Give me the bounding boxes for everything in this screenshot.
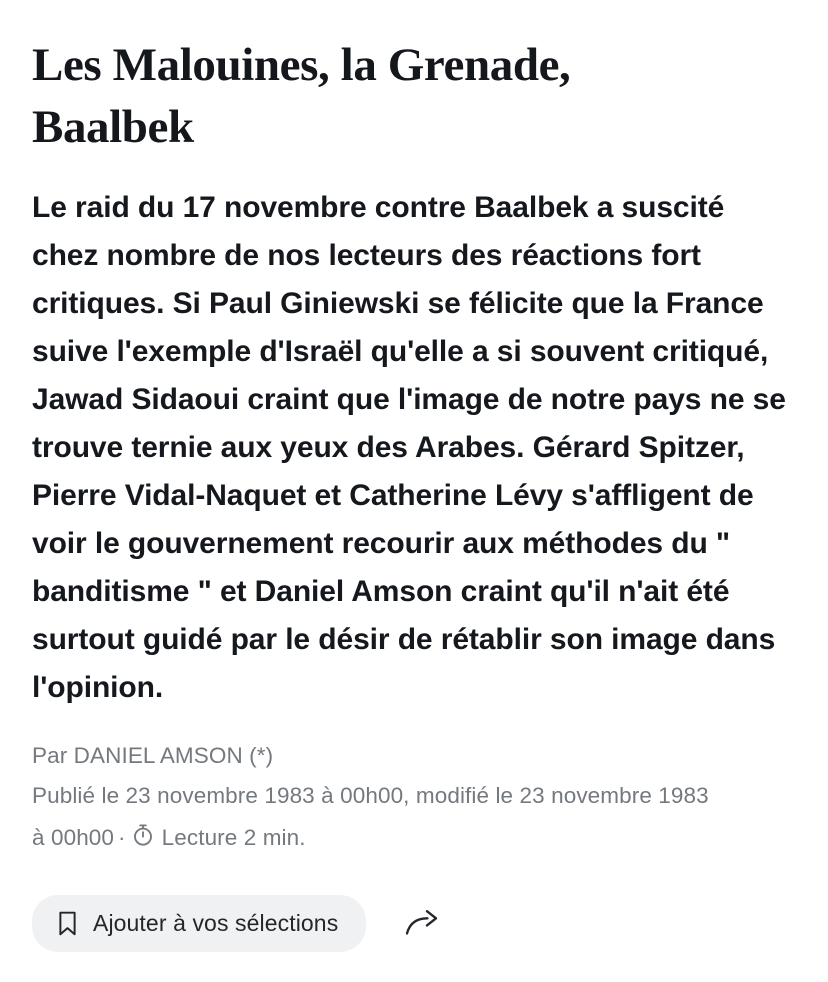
publication-date: Publié le 23 novembre 1983 à 00h00, modifié le 23 novembre 1983 à 00h00 [32, 782, 709, 850]
reading-time [130, 825, 306, 850]
save-button[interactable] [32, 895, 366, 952]
article-byline: Par DANIEL AMSON (*) [32, 743, 274, 769]
page-title: Les Malouines, la Grenade, Baalbek [32, 39, 571, 154]
reading-time-label: Lecture 2 min. [161, 824, 306, 850]
article-actions [32, 895, 796, 952]
bookmark-icon [56, 910, 79, 937]
share-button[interactable] [400, 903, 446, 943]
share-arrow-icon [404, 907, 442, 939]
article-standfirst: Le raid du 17 novembre contre Baalbek a suscité chez nombre de nos lecteurs des réactions fort critiques. Si Paul Giniewski se félicite que la France suive l'exemple d'Israël qu'elle a si souvent critiqué, Jawad Sidaoui craint que l'image de notre pays ne se trouve ternie aux yeux des Arabes. Gérard Spitzer, Pierre Vidal-Naquet et Catherine Lévy s'affligent de voir le gouvernement recourir aux méthodes du " banditisme " et Daniel Amson craint qu'il n'ait été surtout guidé par le désir de rétablir son image dans l'opinion. [32, 191, 786, 705]
stopwatch-icon [130, 822, 156, 848]
article-dateline [32, 775, 712, 859]
dateline-separator: · [118, 824, 126, 850]
save-button-label: Ajouter à vos sélections [93, 909, 339, 936]
